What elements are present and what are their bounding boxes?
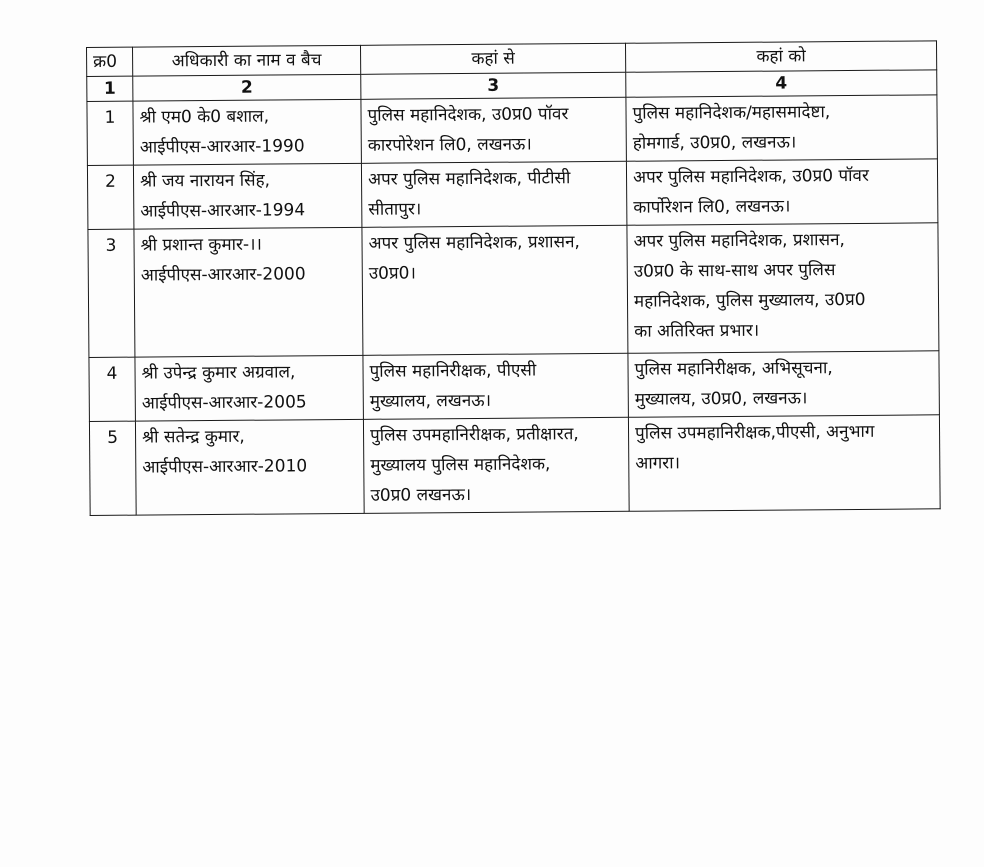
officer-name-cell [133, 163, 361, 229]
from-text: मुख्यालय, लखनऊ। [369, 390, 492, 412]
from-text: मुख्यालय पुलिस महानिदेशक, [370, 454, 551, 476]
officer-name: श्री एम0 के0 बशाल, [139, 106, 270, 128]
to-text: मुख्यालय, उ0प्र0, लखनऊ। [634, 388, 808, 410]
to-text: कार्पोरेशन लि0, लखनऊ। [633, 196, 791, 218]
officer-batch: आईपीएस-आरआर-2000 [140, 264, 306, 286]
to-text: पुलिस उपमहानिरीक्षक,पीएसी, अनुभाग [634, 421, 875, 444]
from-text: कारपोरेशन लि0, लखनऊ। [367, 134, 532, 156]
to-cell [628, 351, 939, 417]
from-text: अपर पुलिस महानिदेशक, पीटीसी [367, 168, 571, 190]
officer-batch: आईपीएस-आरआर-2010 [142, 456, 308, 478]
from-text: अपर पुलिस महानिदेशक, प्रशासन, [368, 232, 580, 254]
to-cell [626, 159, 937, 225]
to-cell [626, 95, 937, 161]
from-text: पुलिस महानिरीक्षक, पीएसी [369, 360, 537, 382]
to-text: पुलिस महानिरीक्षक, अभिसूचना, [634, 358, 833, 380]
from-cell [363, 353, 628, 419]
column-number: 1 [87, 76, 133, 101]
to-text: का अतिरिक्त प्रभार। [634, 320, 760, 342]
officer-batch: आईपीएस-आरआर-1994 [140, 200, 306, 222]
from-text: उ0प्र0 लखनऊ। [370, 484, 472, 506]
table-row [87, 159, 937, 230]
serial-number: 1 [87, 101, 134, 165]
serial-number: 2 [87, 165, 134, 229]
officer-name: श्री जय नारायन सिंह, [139, 170, 271, 192]
from-cell [362, 225, 628, 355]
from-text: उ0प्र0। [368, 263, 416, 284]
column-number: 3 [361, 72, 626, 99]
officer-batch: आईपीएस-आरआर-1990 [139, 136, 305, 158]
from-cell [361, 97, 626, 163]
to-cell [628, 415, 940, 511]
officer-name-cell [134, 227, 363, 357]
table-row [89, 415, 940, 516]
column-number: 2 [133, 74, 361, 101]
to-text: अपर पुलिस महानिदेशक, उ0प्र0 पॉवर [632, 165, 869, 188]
column-number: 4 [626, 70, 937, 97]
to-text: अपर पुलिस महानिदेशक, प्रशासन, [633, 230, 845, 252]
officer-batch: आईपीएस-आरआर-2005 [141, 392, 307, 414]
header-from: कहां से [360, 43, 625, 74]
to-text: महानिदेशक, पुलिस मुख्यालय, उ0प्र0 [633, 289, 866, 312]
table-row [89, 351, 939, 422]
from-cell [363, 417, 629, 513]
officer-name: श्री उपेन्द्र कुमार अग्रवाल, [141, 362, 296, 384]
serial-number: 4 [89, 357, 136, 421]
transfer-table [86, 40, 941, 516]
to-cell [627, 223, 939, 353]
from-text: सीतापुर। [368, 199, 422, 220]
serial-number: 3 [88, 229, 135, 357]
from-text: पुलिस उपमहानिरीक्षक, प्रतीक्षारत, [369, 424, 579, 446]
officer-name-cell [135, 419, 364, 515]
serial-number: 5 [89, 421, 136, 515]
from-cell [361, 161, 626, 227]
to-text: आगरा। [635, 453, 681, 474]
officer-name: श्री प्रशान्त कुमार-।। [140, 234, 263, 256]
header-to: कहां को [625, 41, 936, 72]
table-row [87, 95, 937, 166]
to-text: पुलिस महानिदेशक/महासमादेष्टा, [632, 102, 831, 124]
header-officer-name-batch: अधिकारी का नाम व बैच [133, 45, 361, 76]
header-serial: क्र0 [87, 47, 133, 76]
to-text: उ0प्र0 के साथ-साथ अपर पुलिस [633, 260, 836, 282]
table-row [88, 223, 939, 358]
officer-name-cell [135, 355, 363, 421]
officer-name: श्री सतेन्द्र कुमार, [141, 426, 245, 448]
to-text: होमगार्ड, उ0प्र0, लखनऊ। [632, 132, 797, 154]
officer-name-cell [133, 99, 361, 165]
from-text: पुलिस महानिदेशक, उ0प्र0 पॉवर [367, 104, 569, 126]
